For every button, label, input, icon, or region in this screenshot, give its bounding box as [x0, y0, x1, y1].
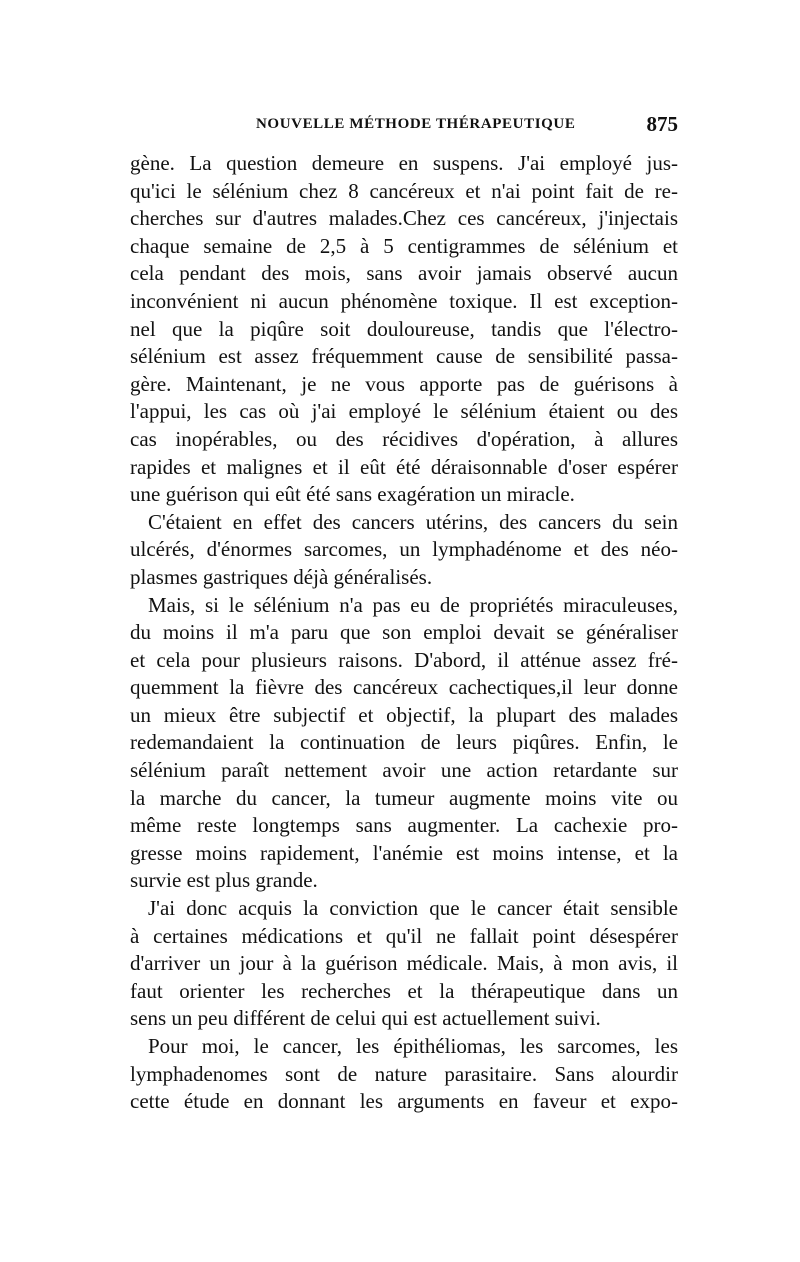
text-line: nel que la piqûre soit douloureuse, tandis que l'électro- [130, 316, 678, 341]
text-line: sélénium est assez fréquemment cause de sensibilité passa- [130, 344, 678, 369]
text-line: gène. La question demeure en suspens. J'ai employé jus- [130, 151, 678, 175]
text-line: redemandaient la continuation de leurs piqûres. Enfin, le [130, 730, 678, 755]
text-line: cette étude en donnant les arguments en faveur et expo- [130, 1089, 678, 1114]
text-line: rapides et malignes et il eût été déraisonnable d'oser espérer [130, 454, 678, 479]
text-line: survie est plus grande. [130, 868, 318, 893]
text-line: C'étaient en effet des cancers utérins, des cancers du sein [148, 509, 678, 534]
text-line: cherches sur d'autres malades.Chez ces cancéreux, j'injectais [130, 206, 678, 231]
text-line: J'ai donc acquis la conviction que le cancer était sensible [148, 896, 678, 921]
text-line: Mais, si le sélénium n'a pas eu de propriétés miraculeuses, [148, 592, 678, 617]
text-line: la marche du cancer, la tumeur augmente moins vite ou [130, 785, 678, 810]
text-line: chaque semaine de 2,5 à 5 centigrammes de sélénium et [130, 233, 678, 258]
text-line: cas inopérables, ou des récidives d'opération, à allures [130, 426, 678, 451]
running-title: NOUVELLE MÉTHODE THÉRAPEUTIQUE [256, 116, 576, 132]
page-number: 875 [646, 112, 678, 136]
text-line: gresse moins rapidement, l'anémie est moins intense, et la [130, 840, 678, 865]
running-head [130, 114, 678, 144]
text-line: cela pendant des mois, sans avoir jamais observé aucun [130, 261, 678, 286]
text-line: gère. Maintenant, je ne vous apporte pas de guérisons à [130, 371, 678, 396]
text-line: qu'ici le sélénium chez 8 cancéreux et n'ai point fait de re- [130, 178, 678, 203]
text-line: d'arriver un jour à la guérison médicale. Mais, à mon avis, il [130, 951, 678, 976]
text-line: Pour moi, le cancer, les épithéliomas, les sarcomes, les [148, 1034, 678, 1058]
text-line: quemment la fièvre des cancéreux cachectiques,il leur donne [130, 675, 678, 700]
text-line: une guérison qui eût été sans exagération un miracle. [130, 482, 575, 507]
text-line: inconvénient ni aucun phénomène toxique. Il est exception- [130, 288, 678, 313]
body-text [130, 150, 678, 1116]
text-line: plasmes gastriques déjà généralisés. [130, 564, 433, 589]
text-line: du moins il m'a paru que son emploi devait se généraliser [130, 620, 678, 645]
text-line: sens un peu différent de celui qui est actuellement suivi. [130, 1006, 601, 1031]
text-line: lymphadenomes sont de nature parasitaire. Sans alourdir [130, 1061, 678, 1086]
text-line: à certaines médications et qu'il ne fallait point désespérer [130, 923, 678, 948]
text-line: sélénium paraît nettement avoir une action retardante sur [130, 758, 678, 783]
text-line: faut orienter les recherches et la thérapeutique dans un [130, 978, 678, 1003]
text-line: un mieux être subjectif et objectif, la plupart des malades [130, 702, 678, 727]
text-line: l'appui, les cas où j'ai employé le sélénium étaient ou des [130, 399, 678, 424]
text-line: même reste longtemps sans augmenter. La cachexie pro- [130, 813, 678, 838]
text-line: et cela pour plusieurs raisons. D'abord, il atténue assez fré- [130, 647, 678, 672]
text-line: ulcérés, d'énormes sarcomes, un lymphadénome et des néo- [130, 537, 678, 562]
